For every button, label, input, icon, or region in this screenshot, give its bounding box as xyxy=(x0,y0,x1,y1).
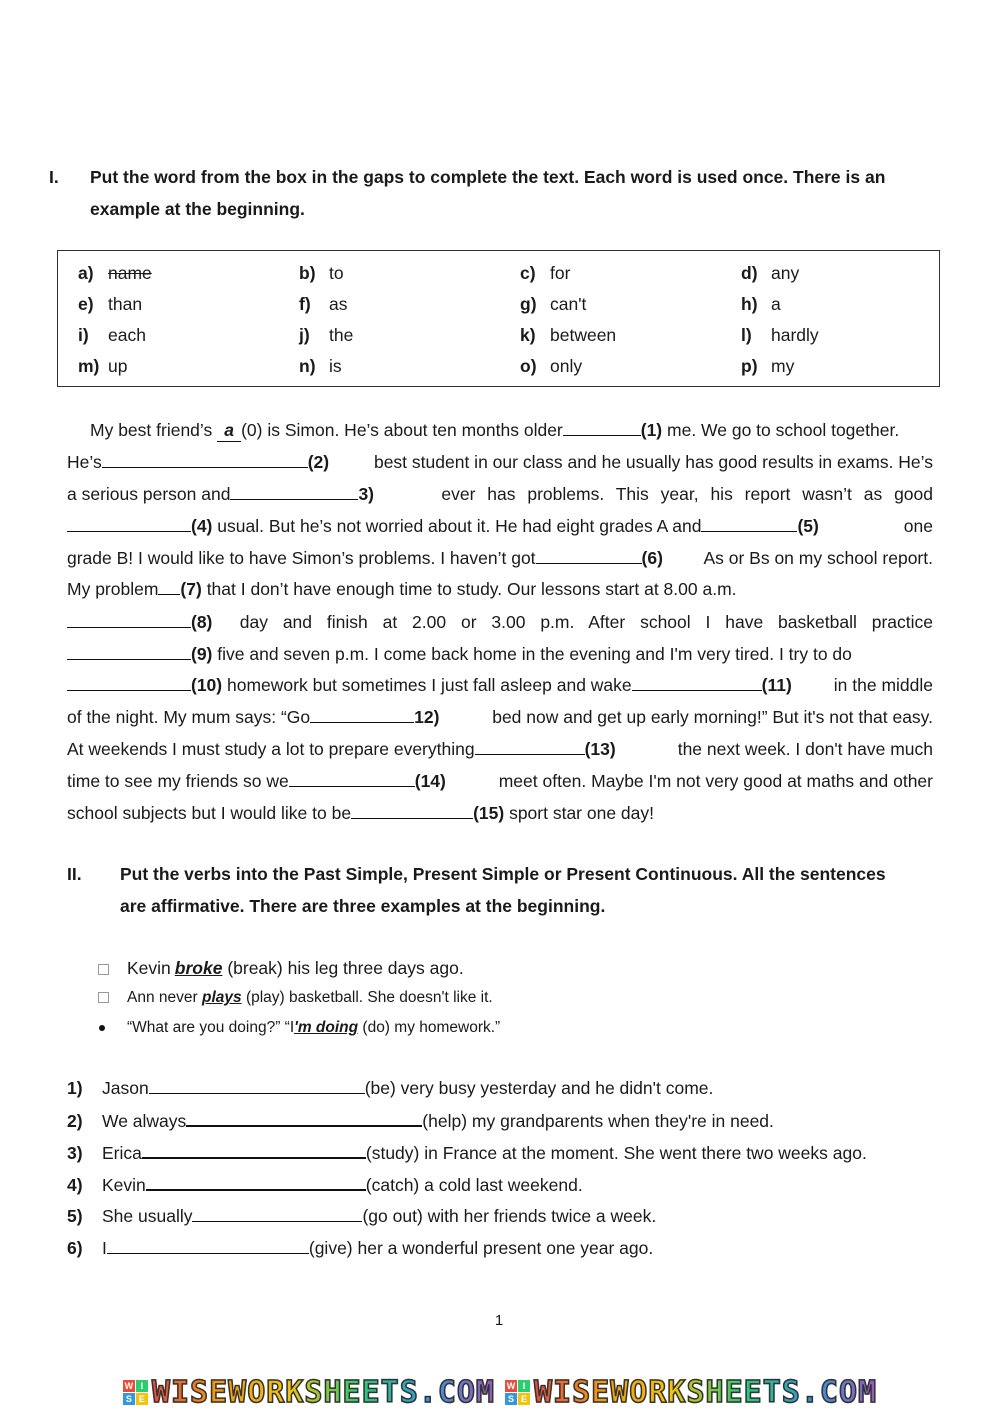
exercise-item: 1) Jason (be) very busy yesterday and he didn't come. xyxy=(67,1078,714,1098)
section-1-instruction-line-1: Put the word from the box in the gaps to complete the text. Each word is used once. There is an xyxy=(90,167,886,187)
section-1-number: I. xyxy=(49,167,59,187)
exercise-item: 3) Erica (study) in France at the moment. She went there two weeks ago. xyxy=(67,1143,867,1163)
gap-2[interactable] xyxy=(102,452,308,468)
answer-gap[interactable] xyxy=(186,1110,422,1127)
word-box-item: n) is xyxy=(299,356,342,376)
gap-13[interactable] xyxy=(475,739,585,755)
word-box-item: g) can't xyxy=(520,294,587,314)
word-box-item: e) than xyxy=(78,294,143,314)
gap-4[interactable] xyxy=(67,516,191,532)
answer-gap[interactable] xyxy=(142,1142,366,1159)
exercise-item: 4) Kevin (catch) a cold last weekend. xyxy=(67,1175,583,1195)
section-2-number: II. xyxy=(67,864,82,884)
section-1-instruction-line-2: example at the beginning. xyxy=(90,199,305,219)
answer-gap[interactable] xyxy=(192,1206,362,1222)
word-box-item: h) a xyxy=(741,294,781,314)
paragraph-line: (10) homework but sometimes I just fall asleep and wake (11) in the middle xyxy=(67,674,933,696)
example-item: Kevin broke (break) his leg three days ago. xyxy=(98,958,464,979)
gap-5[interactable] xyxy=(701,516,797,532)
section-2-instruction-line-1: Put the verbs into the Past Simple, Present Simple or Present Continuous. All the sentences xyxy=(120,864,886,884)
wiseworksheets-logo: W I S E WISEWORKSHEETS.COM xyxy=(506,1375,878,1410)
word-box-item: j) the xyxy=(299,325,354,345)
gap-6[interactable] xyxy=(536,548,642,564)
paragraph-line: time to see my friends so we (14) meet often. Maybe I'm not very good at maths and other xyxy=(67,771,933,791)
paragraph-line: (9) five and seven p.m. I come back home in the evening and I'm very tired. I try to do xyxy=(67,643,933,665)
word-box xyxy=(57,250,940,387)
section-2-instruction-line-2: are affirmative. There are three examples at the beginning. xyxy=(120,896,606,916)
paragraph-line: He’s (2) best student in our class and he usually has good results in exams. He’s xyxy=(67,452,933,472)
word-box-item: p) my xyxy=(741,356,795,376)
paragraph-line: At weekends I must study a lot to prepare everything (13) the next week. I don't have much xyxy=(67,739,933,759)
bullet-icon xyxy=(99,1025,105,1031)
word-box-item: k) between xyxy=(520,325,617,345)
gap-1[interactable] xyxy=(563,420,641,436)
word-box-item: b) to xyxy=(299,263,344,283)
word-box-item: o) only xyxy=(520,356,583,376)
page-number: 1 xyxy=(494,1312,504,1329)
paragraph-line: grade B! I would like to have Simon’s problems. I haven’t got (6) As or Bs on my school report. xyxy=(67,548,933,568)
answer-gap[interactable] xyxy=(107,1238,309,1254)
word-box-item: i) each xyxy=(78,325,146,345)
paragraph-line: My problem (7) that I don’t have enough time to study. Our lessons start at 8.00 a.m. xyxy=(67,579,737,599)
exercise-item: 5) She usually (go out) with her friends twice a week. xyxy=(67,1206,657,1226)
word-box-item: a) name xyxy=(78,263,152,283)
paragraph-line: My best friend’s a (0) is Simon. He’s about ten months older (1) me. We go to school together. xyxy=(90,420,900,440)
gap-11[interactable] xyxy=(632,675,762,691)
gap-14[interactable] xyxy=(289,771,415,787)
paragraph-line: of the night. My mum says: “Go 12) bed now and get up early morning!” But it's not that easy. xyxy=(67,707,933,727)
gap-7[interactable] xyxy=(158,579,180,595)
example-item: “What are you doing?” “I'm doing (do) my homework.” xyxy=(98,1019,500,1037)
checkbox-icon xyxy=(98,964,109,975)
word-box-item: c) for xyxy=(520,263,571,283)
word-box-item: d) any xyxy=(741,263,800,283)
example-answer: a xyxy=(217,419,241,442)
answer-gap[interactable] xyxy=(149,1078,365,1094)
gap-15[interactable] xyxy=(351,803,473,819)
example-item: Ann never plays (play) basketball. She doesn't like it. xyxy=(98,989,493,1007)
word-box-item: f) as xyxy=(299,294,348,314)
exercise-item: 2) We always (help) my grandparents when they're in need. xyxy=(67,1111,774,1131)
gap-8[interactable] xyxy=(67,612,191,628)
answer-gap[interactable] xyxy=(146,1174,366,1191)
paragraph-line: school subjects but I would like to be (15) sport star one day! xyxy=(67,803,655,823)
gap-9[interactable] xyxy=(67,644,191,660)
word-box-item: m) up xyxy=(78,356,128,376)
paragraph-line: (8) day and finish at 2.00 or 3.00 p.m. After school I have basketball practice xyxy=(67,611,933,633)
logo-tiles-icon: W I S E xyxy=(123,1380,148,1405)
word-box-item: l) hardly xyxy=(741,325,819,345)
wiseworksheets-logo: W I S E WISEWORKSHEETS.COM xyxy=(124,1375,495,1410)
exercise-item: 6) I (give) her a wonderful present one year ago. xyxy=(67,1238,654,1258)
checkbox-icon xyxy=(98,992,109,1003)
paragraph-line: (4) usual. But he’s not worried about it. He had eight grades A and (5) one xyxy=(67,515,933,537)
gap-12[interactable] xyxy=(310,707,414,723)
paragraph-line: a serious person and 3) ever has problems. This year, his report wasn’t as good xyxy=(67,484,933,504)
logo-tiles-icon: W I S E xyxy=(505,1380,530,1405)
gap-10[interactable] xyxy=(67,675,191,691)
footer-watermark xyxy=(0,1372,1000,1413)
gap-3[interactable] xyxy=(230,484,358,500)
